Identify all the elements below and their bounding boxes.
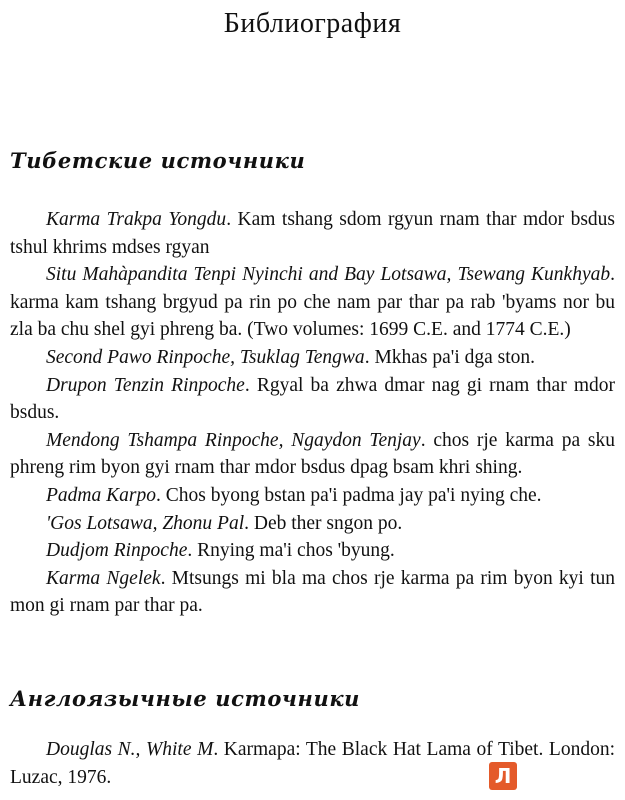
bibliography-entry: [10, 344, 615, 372]
entry-text: . Mkhas pa'i dga ston.: [364, 346, 536, 368]
entry-author: Mendong Tshampa Rinpoche, Ngaydon Tenjay: [46, 429, 421, 451]
bibliography-entry: [10, 261, 615, 344]
bibliography-entry: [10, 482, 615, 510]
entry-author: Situ Mahàpandita Tenpi Nyinchi and Bay Lotsawa, Tsewang Kunkhyab: [46, 264, 611, 286]
entry-text: . Chos byong bstan pa'i padma jay pa'i nying che.: [155, 484, 542, 506]
entry-author: 'Gos Lotsawa, Zhonu Pal: [46, 512, 245, 534]
entry-text: . Deb ther sngon po.: [244, 512, 403, 534]
bibliography-entry: [10, 427, 615, 482]
entry-author: Douglas N., White M: [46, 739, 214, 760]
bibliography-entry: [10, 736, 615, 791]
entry-author: Karma Trakpa Yongdu: [46, 209, 227, 230]
labirint-logo-icon: Л: [489, 762, 517, 790]
bibliography-entry: [10, 372, 615, 427]
entry-text: . Kam tshang sdom rgyun rnam thar mdor bsdus tshul khrims mdses rgyan: [10, 209, 615, 258]
page-title: Библиография: [223, 8, 402, 39]
entry-author: Second Pawo Rinpoche, Tsuklag Tengwa: [46, 346, 365, 368]
section-heading-english: Англоязычные источники: [10, 686, 360, 711]
bibliography-entry: [10, 537, 615, 565]
entry-author: Dudjom Rinpoche: [46, 540, 188, 562]
entry-text: . Rgyal ba zhwa dmar nag gi rnam thar mdor bsdus.: [10, 374, 616, 424]
bibliography-entry: [10, 510, 615, 538]
english-sources-list: [10, 736, 615, 791]
entry-text: . Karmapa: The Black Hat Lama of Tibet. London: Luzac, 1976.: [10, 739, 615, 788]
entry-text: . Mtsungs mi bla ma chos rje karma pa rim byon kyi tun mon gi rnam par thar pa.: [10, 567, 616, 617]
entry-author: Karma Ngelek: [46, 567, 161, 589]
tibetan-sources-list: [10, 206, 615, 620]
entry-author: Drupon Tenzin Rinpoche: [46, 374, 245, 396]
entry-text: . Rnying ma'i chos 'byung.: [187, 540, 395, 562]
bibliography-entry: [10, 206, 615, 261]
entry-author: Padma Karpo: [46, 484, 156, 506]
bibliography-entry: [10, 565, 615, 620]
section-heading-tibetan: Тибетские источники: [10, 148, 306, 173]
entry-text: . karma kam tshang brgyud pa rin po che nam par thar pa rab 'byams nor bu zla ba chu shel gyi phreng ba. (Two volumes: 1699 C.E. and 1774 C.E.): [10, 264, 615, 341]
entry-text: . chos rje karma pa sku phreng rim byon gyi rnam thar mdor bsdus dpag bsam khri shing.: [10, 429, 615, 479]
